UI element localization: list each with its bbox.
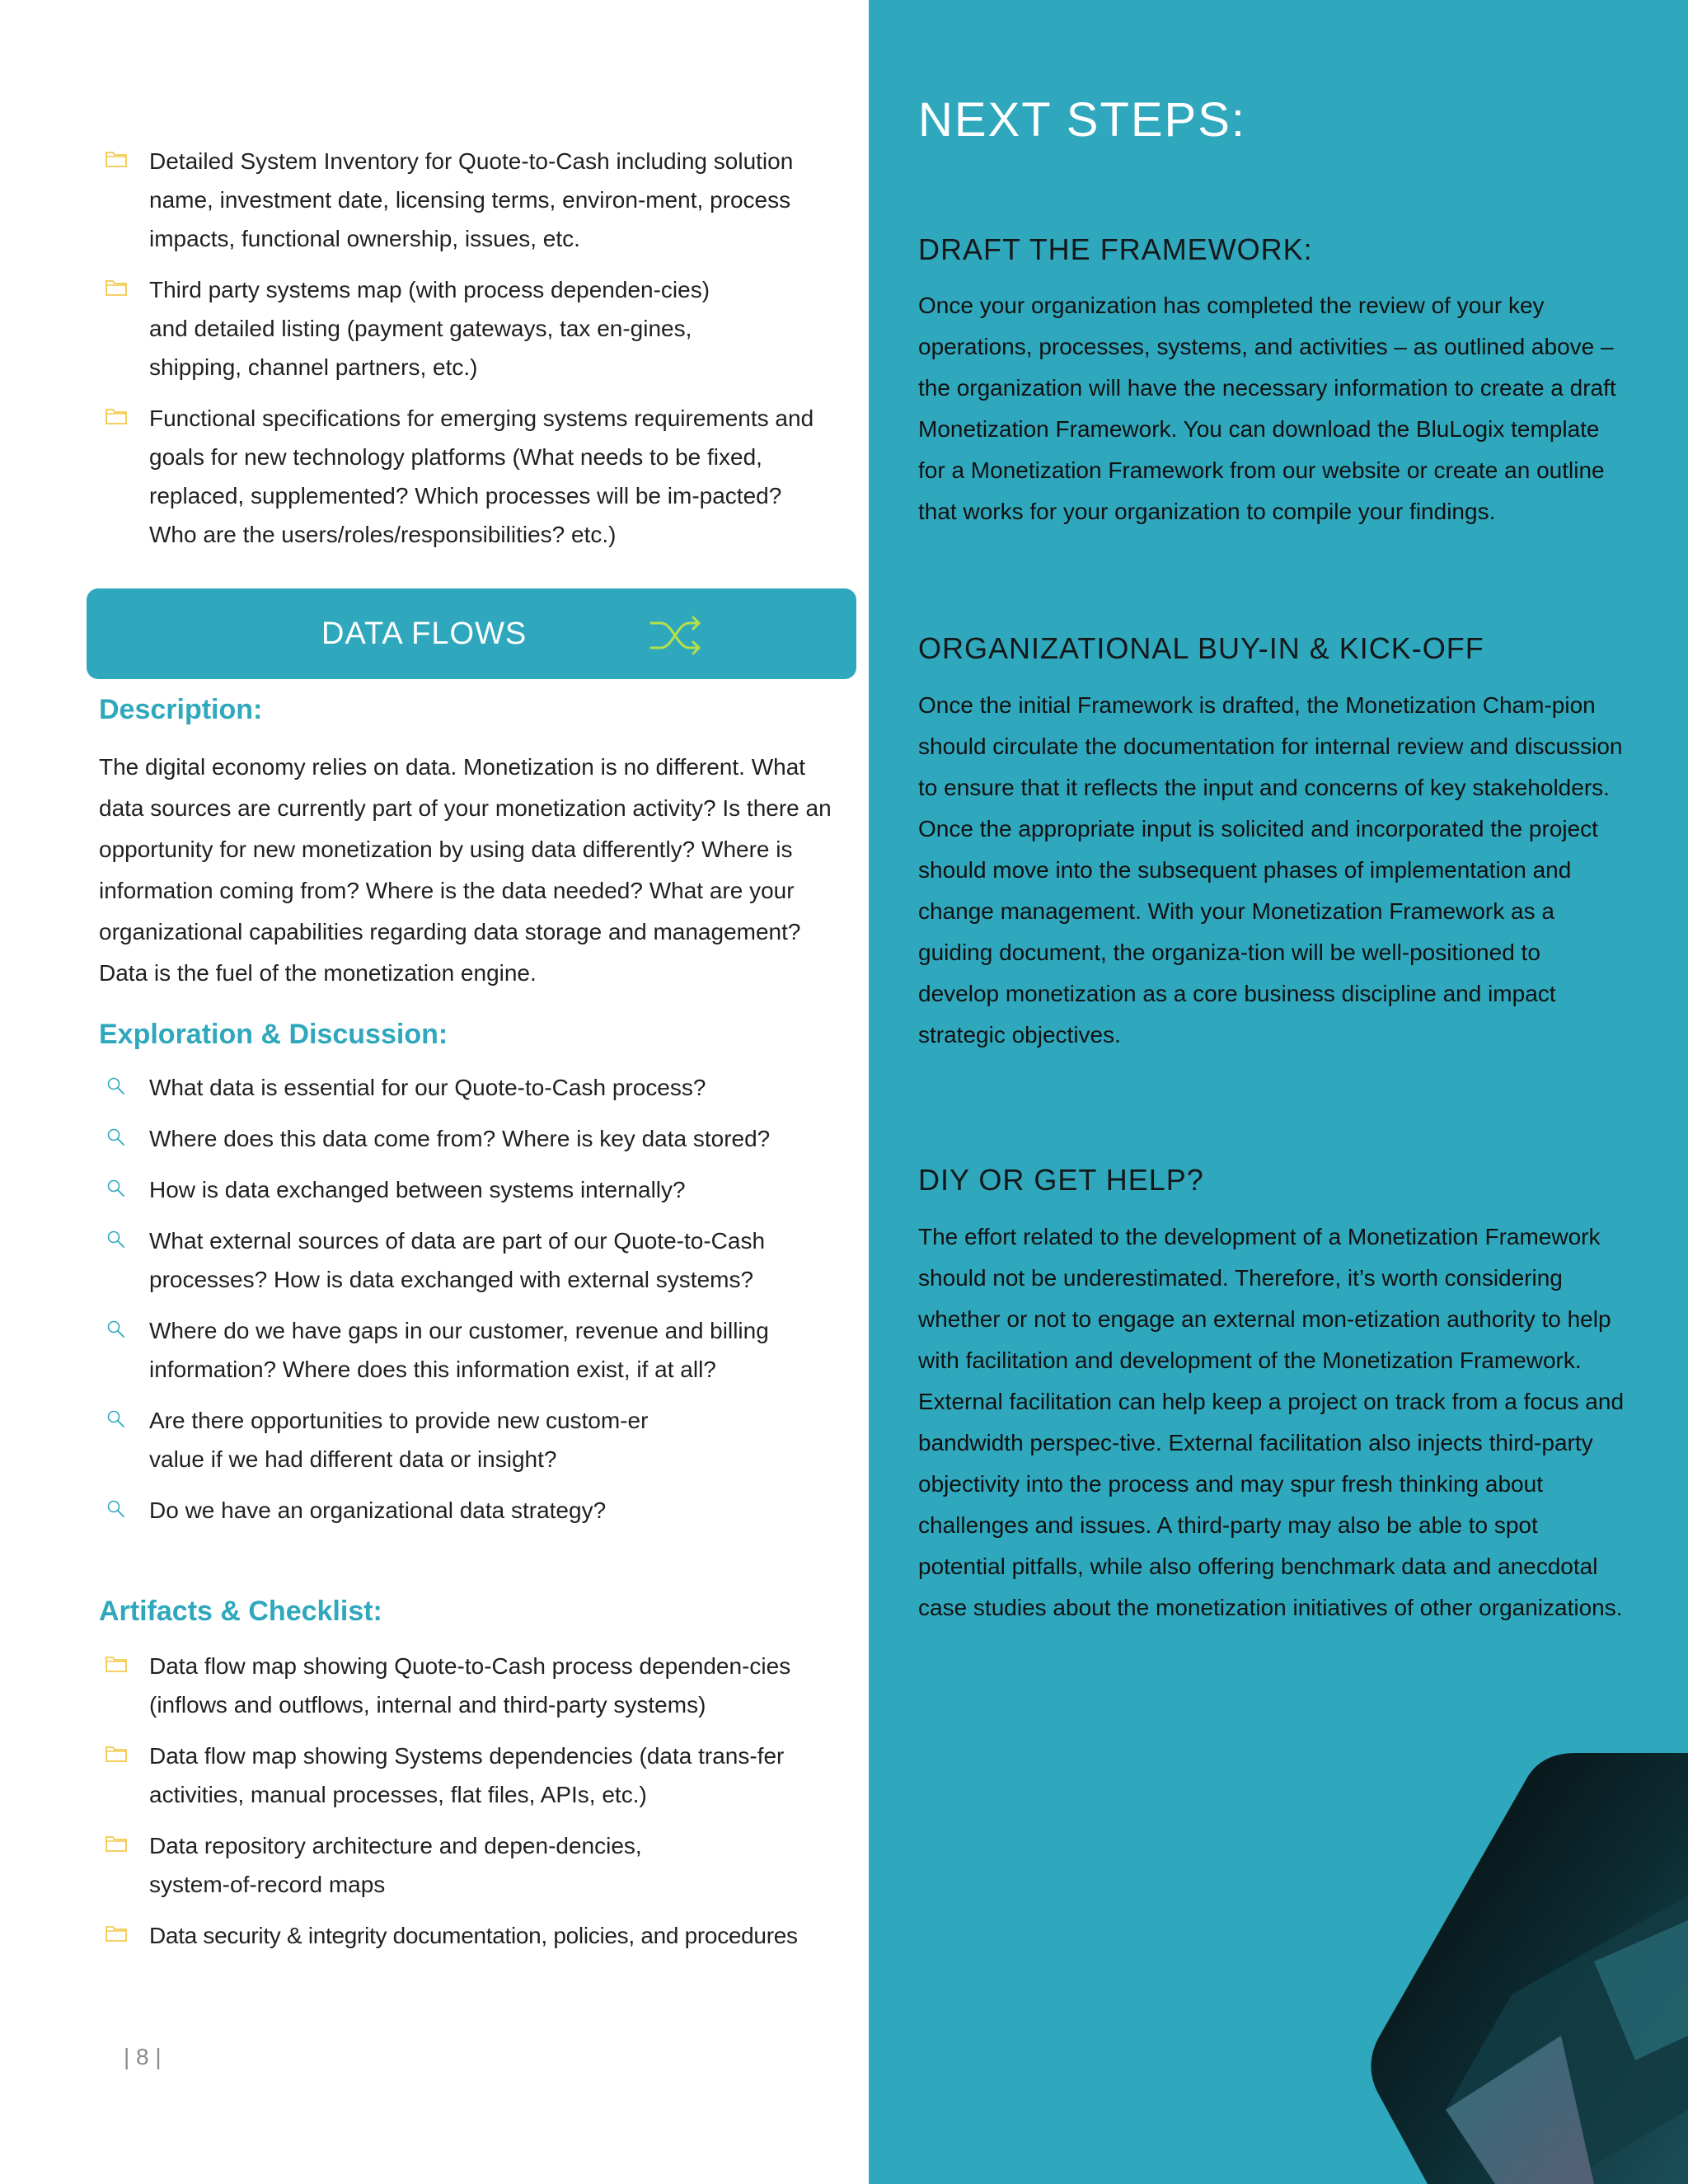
checklist-item: [99, 142, 857, 258]
section-text-buy-in: Once the initial Framework is drafted, the Monetization Cham-pion should circulate the documentation for internal review and discussion to ensure that it reflects the input and concerns of key stakeholders. Once the appropriate input is solicited and incorporated the project should move into the subsequent phases of implementation and change management. With your Monetization Framework as a guiding document, the organiza-tion will be well-positioned to develop monetization as a core business discipline and impact strategic objectives.: [918, 692, 1623, 1047]
folder-icon: [106, 279, 127, 297]
artifact-item-text: Data repository architecture and depen-dencies, system-of-record maps: [149, 1833, 642, 1897]
exploration-heading: Exploration & Discussion:: [99, 1019, 448, 1050]
exploration-item-text: Do we have an organizational data strategy?: [149, 1497, 607, 1523]
section-heading-diy: DIY OR GET HELP?: [918, 1163, 1204, 1197]
checklist-item: [99, 399, 857, 554]
decorative-hexagon-graphic: [869, 0, 1688, 2184]
section-heading-buy-in: ORGANIZATIONAL BUY-IN & KICK-OFF: [918, 631, 1484, 665]
exploration-item-text: Where does this data come from? Where is key data stored?: [149, 1126, 771, 1151]
search-icon: [106, 1409, 127, 1427]
exploration-item: [99, 1119, 857, 1158]
artifact-item-text: Data flow map showing Quote-to-Cash process dependen-cies (inflows and outflows, internal and third-party systems): [149, 1653, 791, 1718]
artifact-item-text: Data flow map showing Systems dependencies (data trans-fer activities, manual processes, flat files, APIs, etc.): [149, 1743, 785, 1807]
section-title: DATA FLOWS: [321, 616, 528, 651]
section-heading-draft: DRAFT THE FRAMEWORK:: [918, 232, 1313, 266]
artifact-item: [99, 1916, 857, 1955]
description-heading: Description:: [99, 694, 263, 725]
folder-icon: [106, 407, 127, 425]
artifact-item: [99, 1826, 857, 1904]
next-steps-title: NEXT STEPS:: [918, 93, 1247, 147]
exploration-item: [99, 1401, 857, 1479]
description-text: The digital economy relies on data. Monetization is no different. What data sources are currently part of your monetization activity? Is there an opportunity for new monetization by using data differently? Where is information coming from? Where is the data needed? What are your organizational capabilities regarding data storage and management? Data is the fuel of the monetization engine.: [99, 754, 832, 986]
exploration-item: [99, 1491, 857, 1530]
exploration-item-text: What data is essential for our Quote-to-Cash process?: [149, 1075, 706, 1100]
folder-icon: [106, 1655, 127, 1673]
checklist-item-text: Functional specifications for emerging systems requirements and goals for new technology platforms (What needs to be fixed, replaced, supplemented? Which processes will be im-pacted? Who are the users/roles/responsibilities? etc.): [149, 405, 814, 547]
artifact-item-text: Data security & integrity documentation, policies, and procedures: [149, 1923, 798, 1948]
search-icon: [106, 1499, 127, 1517]
right-column: [869, 0, 1688, 2184]
search-icon: [106, 1230, 127, 1248]
folder-icon: [106, 1924, 127, 1943]
exploration-item: [99, 1221, 857, 1299]
checklist-item: [99, 270, 857, 387]
exploration-item: [99, 1068, 857, 1107]
exploration-item: [99, 1311, 857, 1389]
artifacts-heading: Artifacts & Checklist:: [99, 1596, 382, 1627]
section-text-draft: Once your organization has completed the review of your key operations, processes, systems, and activities – as outlined above – the organization will have the necessary information to create a draft Monetization Framework. You can download the BluLogix template for a Monetization Framework from our website or create an outline that works for your organization to compile your findings.: [918, 293, 1616, 524]
artifact-item: [99, 1736, 857, 1814]
section-text-diy: The effort related to the development of a Monetization Framework should not be underestimated. Therefore, it’s worth considering whether or not to engage an external mon-etization authority to help with facilitation and development of the Monetization Framework. External facilitation can help keep a project on track from a focus and bandwidth perspec-tive. External facilitation also injects third-party objectivity into the process and may spur fresh thinking about challenges and issues. A third-party may also be able to spot potential pitfalls, while also offering benchmark data and anecdotal case studies about the monetization initiatives of other organizations.: [918, 1224, 1625, 1620]
search-icon: [106, 1319, 127, 1338]
search-icon: [106, 1127, 127, 1146]
folder-icon: [106, 1745, 127, 1763]
checklist-item-text: Detailed System Inventory for Quote-to-Cash including solution name, investment date, licensing terms, environ-ment, process impacts, functional ownership, issues, etc.: [149, 148, 794, 251]
shuffle-icon: [649, 615, 704, 656]
page-number: | 8 |: [124, 2044, 162, 2069]
artifact-item: [99, 1647, 857, 1724]
folder-icon: [106, 1835, 127, 1853]
section-header-data-flows: [87, 588, 856, 679]
search-icon: [106, 1076, 127, 1094]
exploration-item-text: Are there opportunities to provide new custom-er value if we had different data or insight?: [149, 1408, 649, 1472]
exploration-item-text: How is data exchanged between systems internally?: [149, 1177, 686, 1202]
exploration-item-text: Where do we have gaps in our customer, revenue and billing information? Where does this information exist, if at all?: [149, 1318, 769, 1382]
exploration-item: [99, 1170, 857, 1209]
search-icon: [106, 1179, 127, 1197]
checklist-item-text: Third party systems map (with process dependen-cies) and detailed listing (payment gateways, tax en-gines, shipping, channel partners, etc.): [149, 277, 710, 380]
exploration-item-text: What external sources of data are part of our Quote-to-Cash processes? How is data exchanged with external systems?: [149, 1228, 766, 1292]
folder-icon: [106, 150, 127, 168]
